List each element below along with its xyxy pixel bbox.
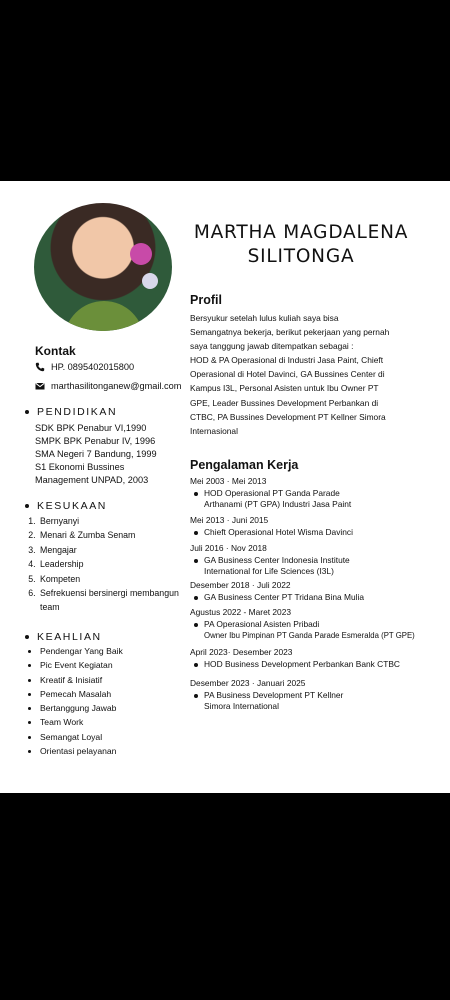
heading-bullet xyxy=(25,504,29,508)
profil-line: HOD & PA Operasional di Industri Jasa Paint, Chieft xyxy=(190,355,384,366)
job-date: April 2023· Desember 2023 xyxy=(190,647,293,657)
pengalaman-heading: Pengalaman Kerja xyxy=(190,458,299,472)
profil-line: Bersyukur setelah lulus kuliah saya bisa xyxy=(190,313,339,323)
job-line: Simora International xyxy=(204,701,279,711)
job-entry xyxy=(190,515,430,538)
job-entry xyxy=(190,678,430,713)
ornament-decoration xyxy=(142,273,158,289)
profil-line: Semangatnya bekerja, berikut pekerjaan yang pernah xyxy=(190,327,390,338)
list-item: • Bertanggung Jawab xyxy=(40,701,190,715)
job-line: HOD Operasional PT Ganda Parade xyxy=(204,487,340,498)
job-date: Juli 2016 · Nov 2018 xyxy=(190,543,267,553)
job-entry xyxy=(190,607,430,642)
job-description xyxy=(190,527,430,539)
job-entry xyxy=(190,476,430,511)
job-description xyxy=(190,488,430,511)
phone-number: HP. 0895402015800 xyxy=(51,362,135,372)
phone-row xyxy=(35,362,134,372)
list-item: 5. Kompeten xyxy=(38,572,188,586)
keahlian-list xyxy=(26,644,190,758)
job-description xyxy=(190,619,430,642)
education-line: SDK BPK Penabur VI,1990 xyxy=(35,423,147,433)
education-line: Management UNPAD, 2003 xyxy=(35,475,149,485)
kesukaan-list xyxy=(24,514,188,615)
pendidikan-list xyxy=(35,422,157,487)
profil-heading: Profil xyxy=(190,293,222,307)
ornament-decoration xyxy=(130,243,152,265)
job-date: Desember 2018 · Juli 2022 xyxy=(190,580,291,590)
profil-line: Kampus I3L, Personal Asisten untuk Ibu Owner PT xyxy=(190,383,379,394)
bullet xyxy=(194,492,198,496)
bullet xyxy=(194,623,198,627)
job-line: PA Business Development PT Kellner xyxy=(204,689,344,700)
job-line: Chieft Operasional Hotel Wisma Davinci xyxy=(204,526,353,537)
job-date: Mei 2003 · Mei 2013 xyxy=(190,476,267,486)
list-item: 1. Bernyanyi xyxy=(38,514,188,528)
list-item: • Kreatif & Inisiatif xyxy=(40,673,190,687)
profil-line: CTBC, PA Bussines Development PT Kellner Simora xyxy=(190,411,386,422)
job-date: Agustus 2022 - Maret 2023 xyxy=(190,607,292,617)
list-item: 3. Mengajar xyxy=(38,543,188,557)
keahlian-heading xyxy=(25,631,102,643)
heading-bullet xyxy=(25,635,29,639)
list-item: • Pic Event Kegiatan xyxy=(40,658,190,672)
job-line: International for Life Sciences (I3L) xyxy=(204,566,334,576)
list-item: • Team Work xyxy=(40,715,190,729)
job-description xyxy=(190,592,430,604)
resume-page xyxy=(0,181,450,793)
bullet xyxy=(194,596,198,600)
name-line-2: SILITONGA xyxy=(247,246,355,267)
heading-bullet xyxy=(25,410,29,414)
job-description xyxy=(190,659,430,671)
keahlian-title: KEAHLIAN xyxy=(37,631,102,643)
job-line: GA Business Center PT Tridana Bina Mulia xyxy=(204,591,364,602)
kesukaan-heading xyxy=(25,500,107,512)
job-entry xyxy=(190,647,430,670)
job-line: GA Business Center Indonesia Institute xyxy=(204,554,350,565)
pendidikan-title: PENDIDIKAN xyxy=(37,406,118,418)
name-line-1: MARTHA MAGDALENA xyxy=(193,222,409,243)
job-entry xyxy=(190,580,430,603)
education-line: S1 Ekonomi Bussines xyxy=(35,462,125,472)
job-date: Desember 2023 · Januari 2025 xyxy=(190,678,306,688)
education-line: SMPK BPK Penabur IV, 1996 xyxy=(35,436,156,446)
envelope-icon xyxy=(35,381,45,391)
list-item: • Pemecah Masalah xyxy=(40,687,190,701)
list-item: • Orientasi pelayanan xyxy=(40,744,190,758)
email-row xyxy=(35,381,181,391)
kontak-heading: Kontak xyxy=(35,344,76,358)
photo-shirt xyxy=(64,301,144,331)
resume-name xyxy=(186,221,416,269)
bullet xyxy=(194,663,198,667)
job-description xyxy=(190,555,430,578)
bullet xyxy=(194,531,198,535)
bullet xyxy=(194,694,198,698)
email-address: marthasilitonganew@gmail.com xyxy=(51,381,182,391)
profil-line: GPE, Leader Bussines Development Perbankan di xyxy=(190,397,379,408)
list-item: • Semangat Loyal xyxy=(40,730,190,744)
job-date: Mei 2013 · Juni 2015 xyxy=(190,515,269,525)
list-item: 4. Leadership xyxy=(38,557,188,571)
job-line: PA Operasional Asisten Pribadi xyxy=(204,618,320,629)
profil-line: Internasional xyxy=(190,425,238,436)
job-line: HOD Business Development Perbankan Bank CTBC xyxy=(204,658,400,669)
pendidikan-heading xyxy=(25,406,117,418)
kesukaan-title: KESUKAAN xyxy=(37,500,107,512)
job-description xyxy=(190,690,430,713)
profil-line: Operasional di Hotel Davinci, GA Bussines Center di xyxy=(190,369,385,380)
profile-photo xyxy=(34,203,172,331)
profil-line: saya tanggung jawab ditempatkan sebagai : xyxy=(190,341,354,352)
list-item: 6. Sefrekuensi bersinergi membangun team xyxy=(38,586,188,615)
list-item: • Pendengar Yang Baik xyxy=(40,644,190,658)
job-entry xyxy=(190,543,430,578)
profil-paragraph xyxy=(190,311,422,438)
job-line: Owner Ibu Pimpinan PT Ganda Parade Esmeralda (PT GPE) xyxy=(204,631,415,640)
list-item: 2. Menari & Zumba Senam xyxy=(38,528,188,542)
job-line: Arthanami (PT GPA) Industri Jasa Paint xyxy=(204,499,352,509)
education-line: SMA Negeri 7 Bandung, 1999 xyxy=(35,449,157,459)
phone-icon xyxy=(35,362,45,372)
bullet xyxy=(194,559,198,563)
